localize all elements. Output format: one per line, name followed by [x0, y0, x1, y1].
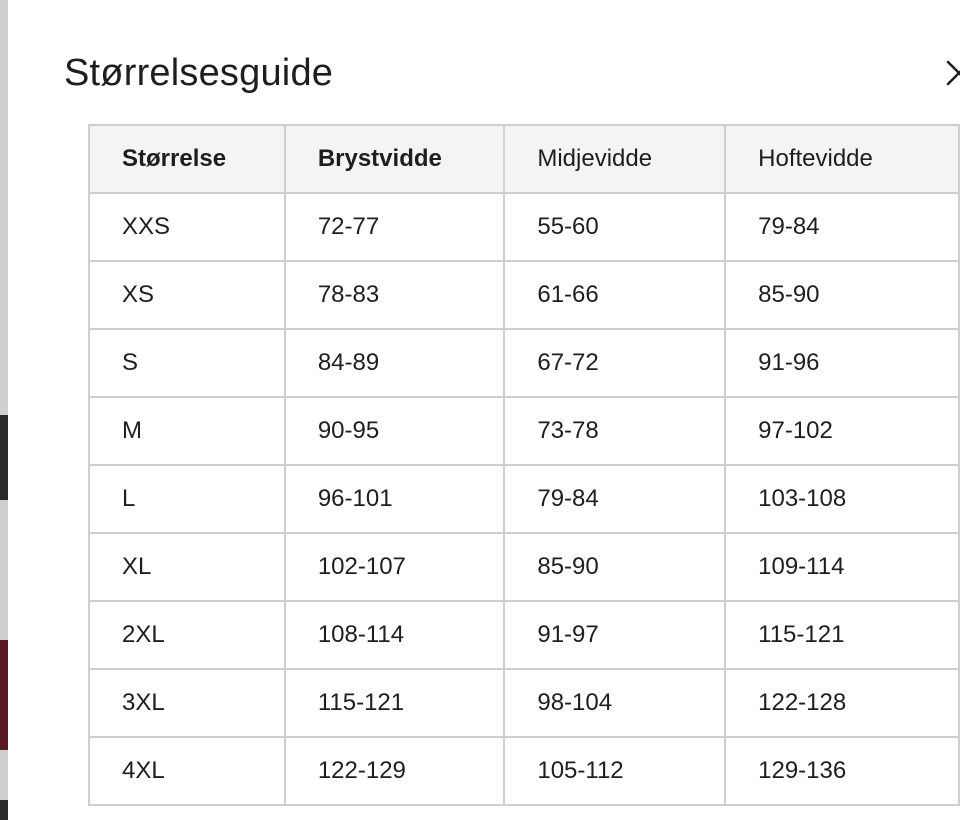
- background-page-strip: [0, 0, 8, 820]
- cell-size: XS: [89, 261, 285, 329]
- background-strip-dark-segment: [0, 415, 8, 500]
- cell-chest: 122-129: [285, 737, 505, 805]
- cell-waist: 105-112: [504, 737, 725, 805]
- cell-hip: 115-121: [725, 601, 959, 669]
- cell-waist: 67-72: [504, 329, 725, 397]
- cell-hip: 103-108: [725, 465, 959, 533]
- table-row: [89, 669, 959, 737]
- cell-size: 2XL: [89, 601, 285, 669]
- cell-waist: 98-104: [504, 669, 725, 737]
- cell-chest: 84-89: [285, 329, 505, 397]
- table-header-row: [89, 125, 959, 193]
- table-row: [89, 533, 959, 601]
- cell-hip: 97-102: [725, 397, 959, 465]
- modal-title: Størrelsesguide: [64, 52, 334, 94]
- table-row: [89, 397, 959, 465]
- cell-chest: 102-107: [285, 533, 505, 601]
- background-strip-accent-segment: [0, 640, 8, 750]
- cell-waist: 85-90: [504, 533, 725, 601]
- cell-hip: 91-96: [725, 329, 959, 397]
- table-row: [89, 193, 959, 261]
- cell-chest: 108-114: [285, 601, 505, 669]
- column-header-hip: Hoftevidde: [725, 125, 959, 193]
- cell-waist: 61-66: [504, 261, 725, 329]
- cell-chest: 72-77: [285, 193, 505, 261]
- close-icon[interactable]: [944, 58, 960, 88]
- cell-hip: 129-136: [725, 737, 959, 805]
- cell-chest: 96-101: [285, 465, 505, 533]
- table-row: [89, 737, 959, 805]
- table-row: [89, 329, 959, 397]
- cell-hip: 85-90: [725, 261, 959, 329]
- size-table-container: [88, 124, 960, 806]
- cell-size: M: [89, 397, 285, 465]
- table-row: [89, 465, 959, 533]
- cell-size: XL: [89, 533, 285, 601]
- size-guide-modal: [8, 0, 960, 820]
- table-row: [89, 261, 959, 329]
- cell-hip: 109-114: [725, 533, 959, 601]
- column-header-chest: Brystvidde: [285, 125, 505, 193]
- cell-size: S: [89, 329, 285, 397]
- table-row: [89, 601, 959, 669]
- size-table: [88, 124, 960, 806]
- cell-size: L: [89, 465, 285, 533]
- cell-waist: 55-60: [504, 193, 725, 261]
- cell-waist: 91-97: [504, 601, 725, 669]
- cell-hip: 79-84: [725, 193, 959, 261]
- cell-waist: 73-78: [504, 397, 725, 465]
- cell-size: XXS: [89, 193, 285, 261]
- cell-chest: 78-83: [285, 261, 505, 329]
- cell-hip: 122-128: [725, 669, 959, 737]
- cell-chest: 115-121: [285, 669, 505, 737]
- cell-size: 4XL: [89, 737, 285, 805]
- cell-chest: 90-95: [285, 397, 505, 465]
- background-strip-dark-segment-bottom: [0, 800, 8, 820]
- column-header-size: Størrelse: [89, 125, 285, 193]
- column-header-waist: Midjevidde: [504, 125, 725, 193]
- cell-waist: 79-84: [504, 465, 725, 533]
- cell-size: 3XL: [89, 669, 285, 737]
